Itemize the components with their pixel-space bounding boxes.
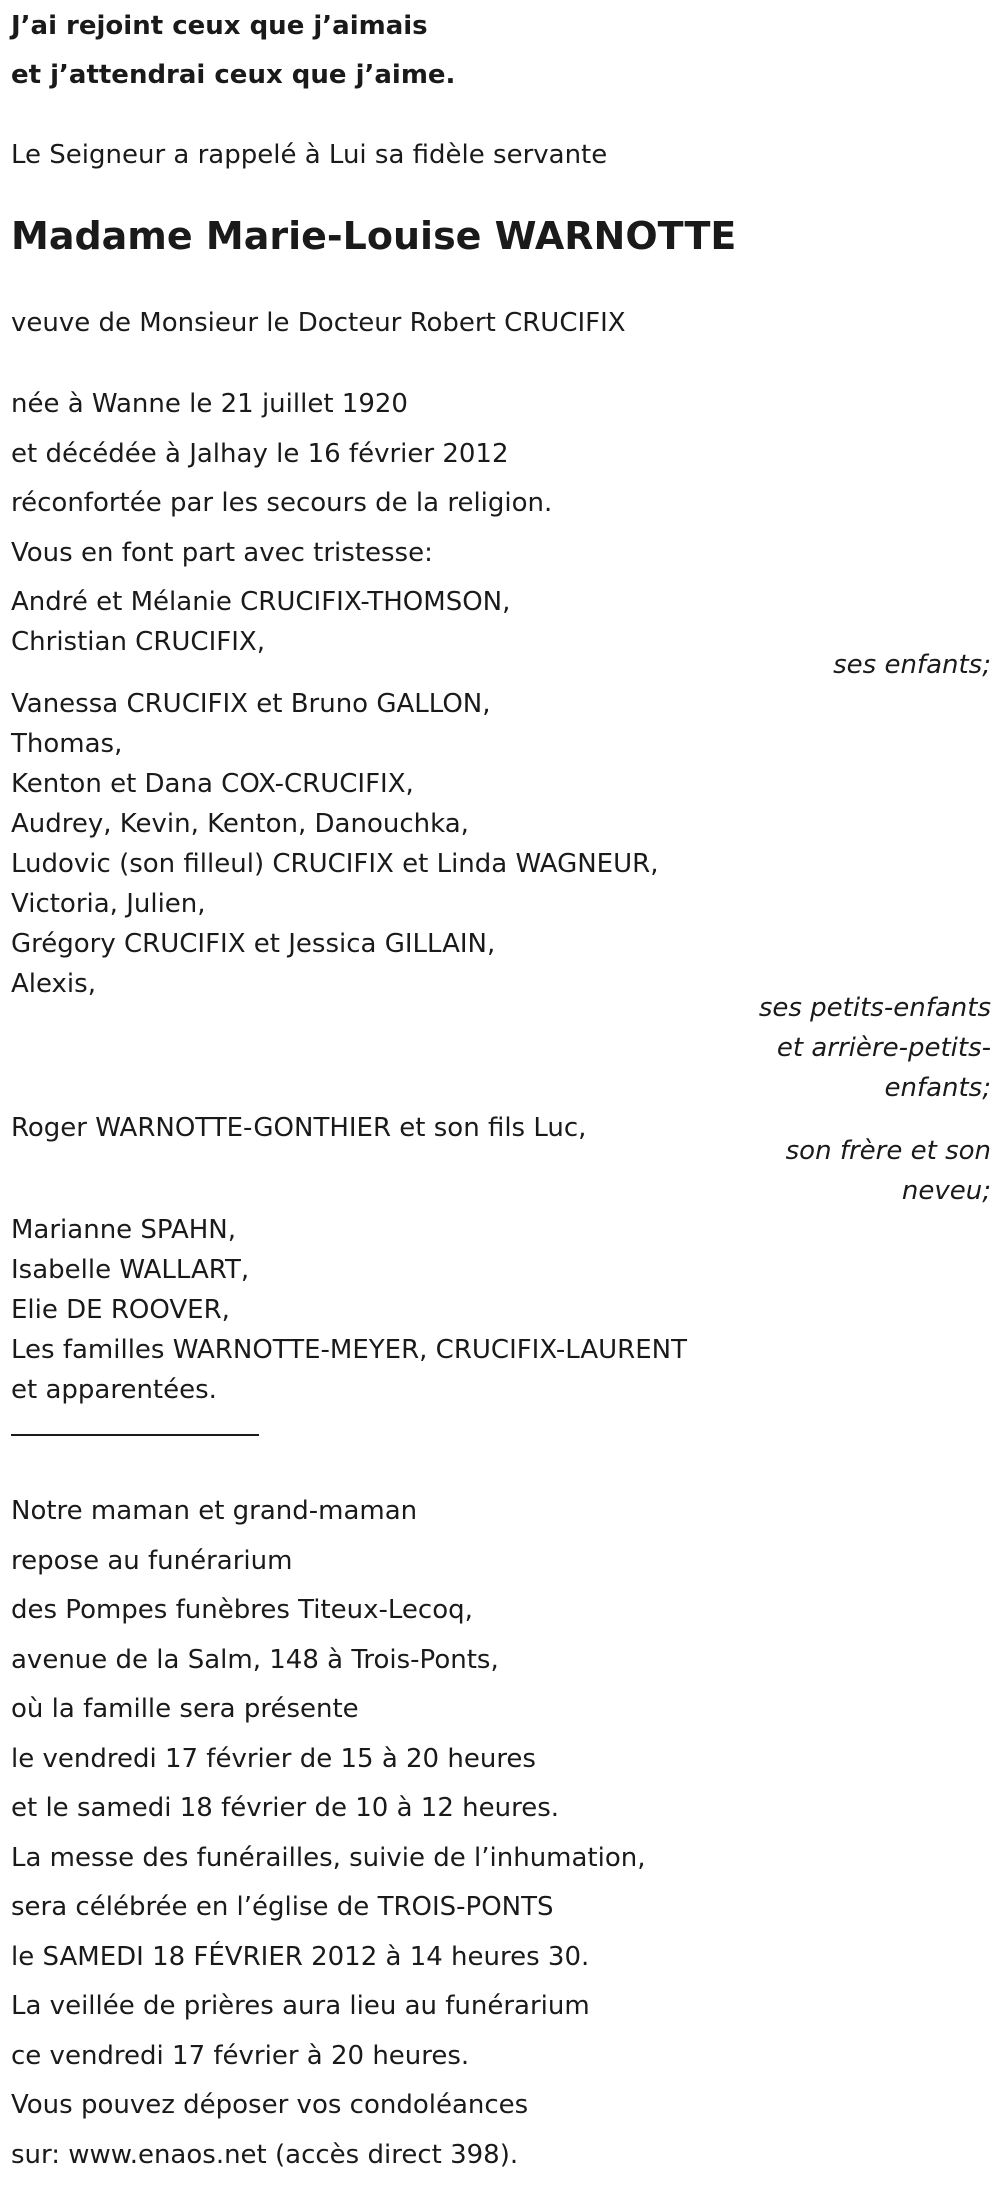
epigraph-line-1: J’ai rejoint ceux que j’aimais [11, 11, 428, 41]
spouse-text: veuve de Monsieur le Docteur Robert CRUCIFIX [11, 308, 626, 338]
family-name-line: Christian CRUCIFIX, [11, 627, 265, 657]
family-name-line: Ludovic (son filleul) CRUCIFIX et Linda WAGNEUR, [11, 849, 659, 879]
family-name-line: Alexis, [11, 969, 96, 999]
info-line: des Pompes funèbres Titeux-Lecoq, [11, 1595, 473, 1625]
family-name-line: Victoria, Julien, [11, 889, 206, 919]
role-line: ses enfants; [833, 650, 991, 680]
epigraph-line-2: et j’attendrai ceux que j’aime. [11, 60, 456, 90]
info-line: et le samedi 18 février de 10 à 12 heures. [11, 1793, 560, 1823]
family-name-line: Grégory CRUCIFIX et Jessica GILLAIN, [11, 929, 496, 959]
practical-info [11, 1487, 646, 2180]
family-name-line: Marianne SPAHN, [11, 1215, 236, 1245]
family-name-line: Isabelle WALLART, [11, 1255, 250, 1285]
grandchildren-names [11, 684, 658, 1004]
family-name-line: Kenton et Dana COX-CRUCIFIX, [11, 769, 414, 799]
brother-role [711, 1131, 991, 1211]
role-line: enfants; [884, 1073, 991, 1103]
children-role [711, 645, 991, 685]
info-line: Notre maman et grand-maman [11, 1496, 418, 1526]
family-name-line: et apparentées. [11, 1375, 217, 1405]
death-text: et décédée à Jalhay le 16 février 2012 [11, 439, 509, 469]
family-name-line: Audrey, Kevin, Kenton, Danouchka, [11, 809, 469, 839]
info-line: La messe des funérailles, suivie de l’inhumation, [11, 1842, 646, 1873]
announcement-text: Vous en font part avec tristesse: [11, 538, 433, 568]
role-line: neveu; [901, 1176, 991, 1206]
intro-text: Le Seigneur a rappelé à Lui sa fidèle servante [11, 140, 608, 170]
other-relatives [11, 1210, 687, 1410]
religion-text: réconfortée par les secours de la religion. [11, 488, 553, 518]
info-line: sera célébrée en l’église de TROIS-PONTS [11, 1892, 554, 1922]
info-line: le vendredi 17 février de 15 à 20 heures [11, 1743, 536, 1774]
separator-line [11, 1434, 259, 1436]
info-line: avenue de la Salm, 148 à Trois-Ponts, [11, 1644, 499, 1675]
info-line: sur: www.enaos.net (accès direct 398). [11, 2139, 519, 2170]
deceased-name: Madame Marie-Louise WARNOTTE [11, 214, 737, 258]
birth-text: née à Wanne le 21 juillet 1920 [11, 389, 408, 419]
family-name-line: Vanessa CRUCIFIX et Bruno GALLON, [11, 689, 491, 719]
role-line: et arrière-petits- [776, 1033, 991, 1063]
info-line: La veillée de prières aura lieu au funérarium [11, 1991, 590, 2021]
info-line: le SAMEDI 18 FÉVRIER 2012 à 14 heures 30. [11, 1941, 590, 1972]
info-line: où la famille sera présente [11, 1694, 359, 1724]
info-line: repose au funérarium [11, 1545, 293, 1576]
role-line: son frère et son [785, 1136, 991, 1166]
family-name-line: Roger WARNOTTE-GONTHIER et son fils Luc, [11, 1113, 587, 1143]
children-names [11, 582, 510, 662]
family-name-line: André et Mélanie CRUCIFIX-THOMSON, [11, 587, 511, 617]
family-name-line: Elie DE ROOVER, [11, 1295, 230, 1325]
brother-names [11, 1108, 586, 1148]
info-line: ce vendredi 17 février à 20 heures. [11, 2040, 470, 2071]
grandchildren-role [711, 988, 991, 1108]
family-name-line: Thomas, [11, 729, 123, 759]
role-line: ses petits-enfants [758, 993, 991, 1023]
family-name-line: Les familles WARNOTTE-MEYER, CRUCIFIX-LAURENT [11, 1335, 687, 1365]
info-line: Vous pouvez déposer vos condoléances [11, 2090, 529, 2120]
